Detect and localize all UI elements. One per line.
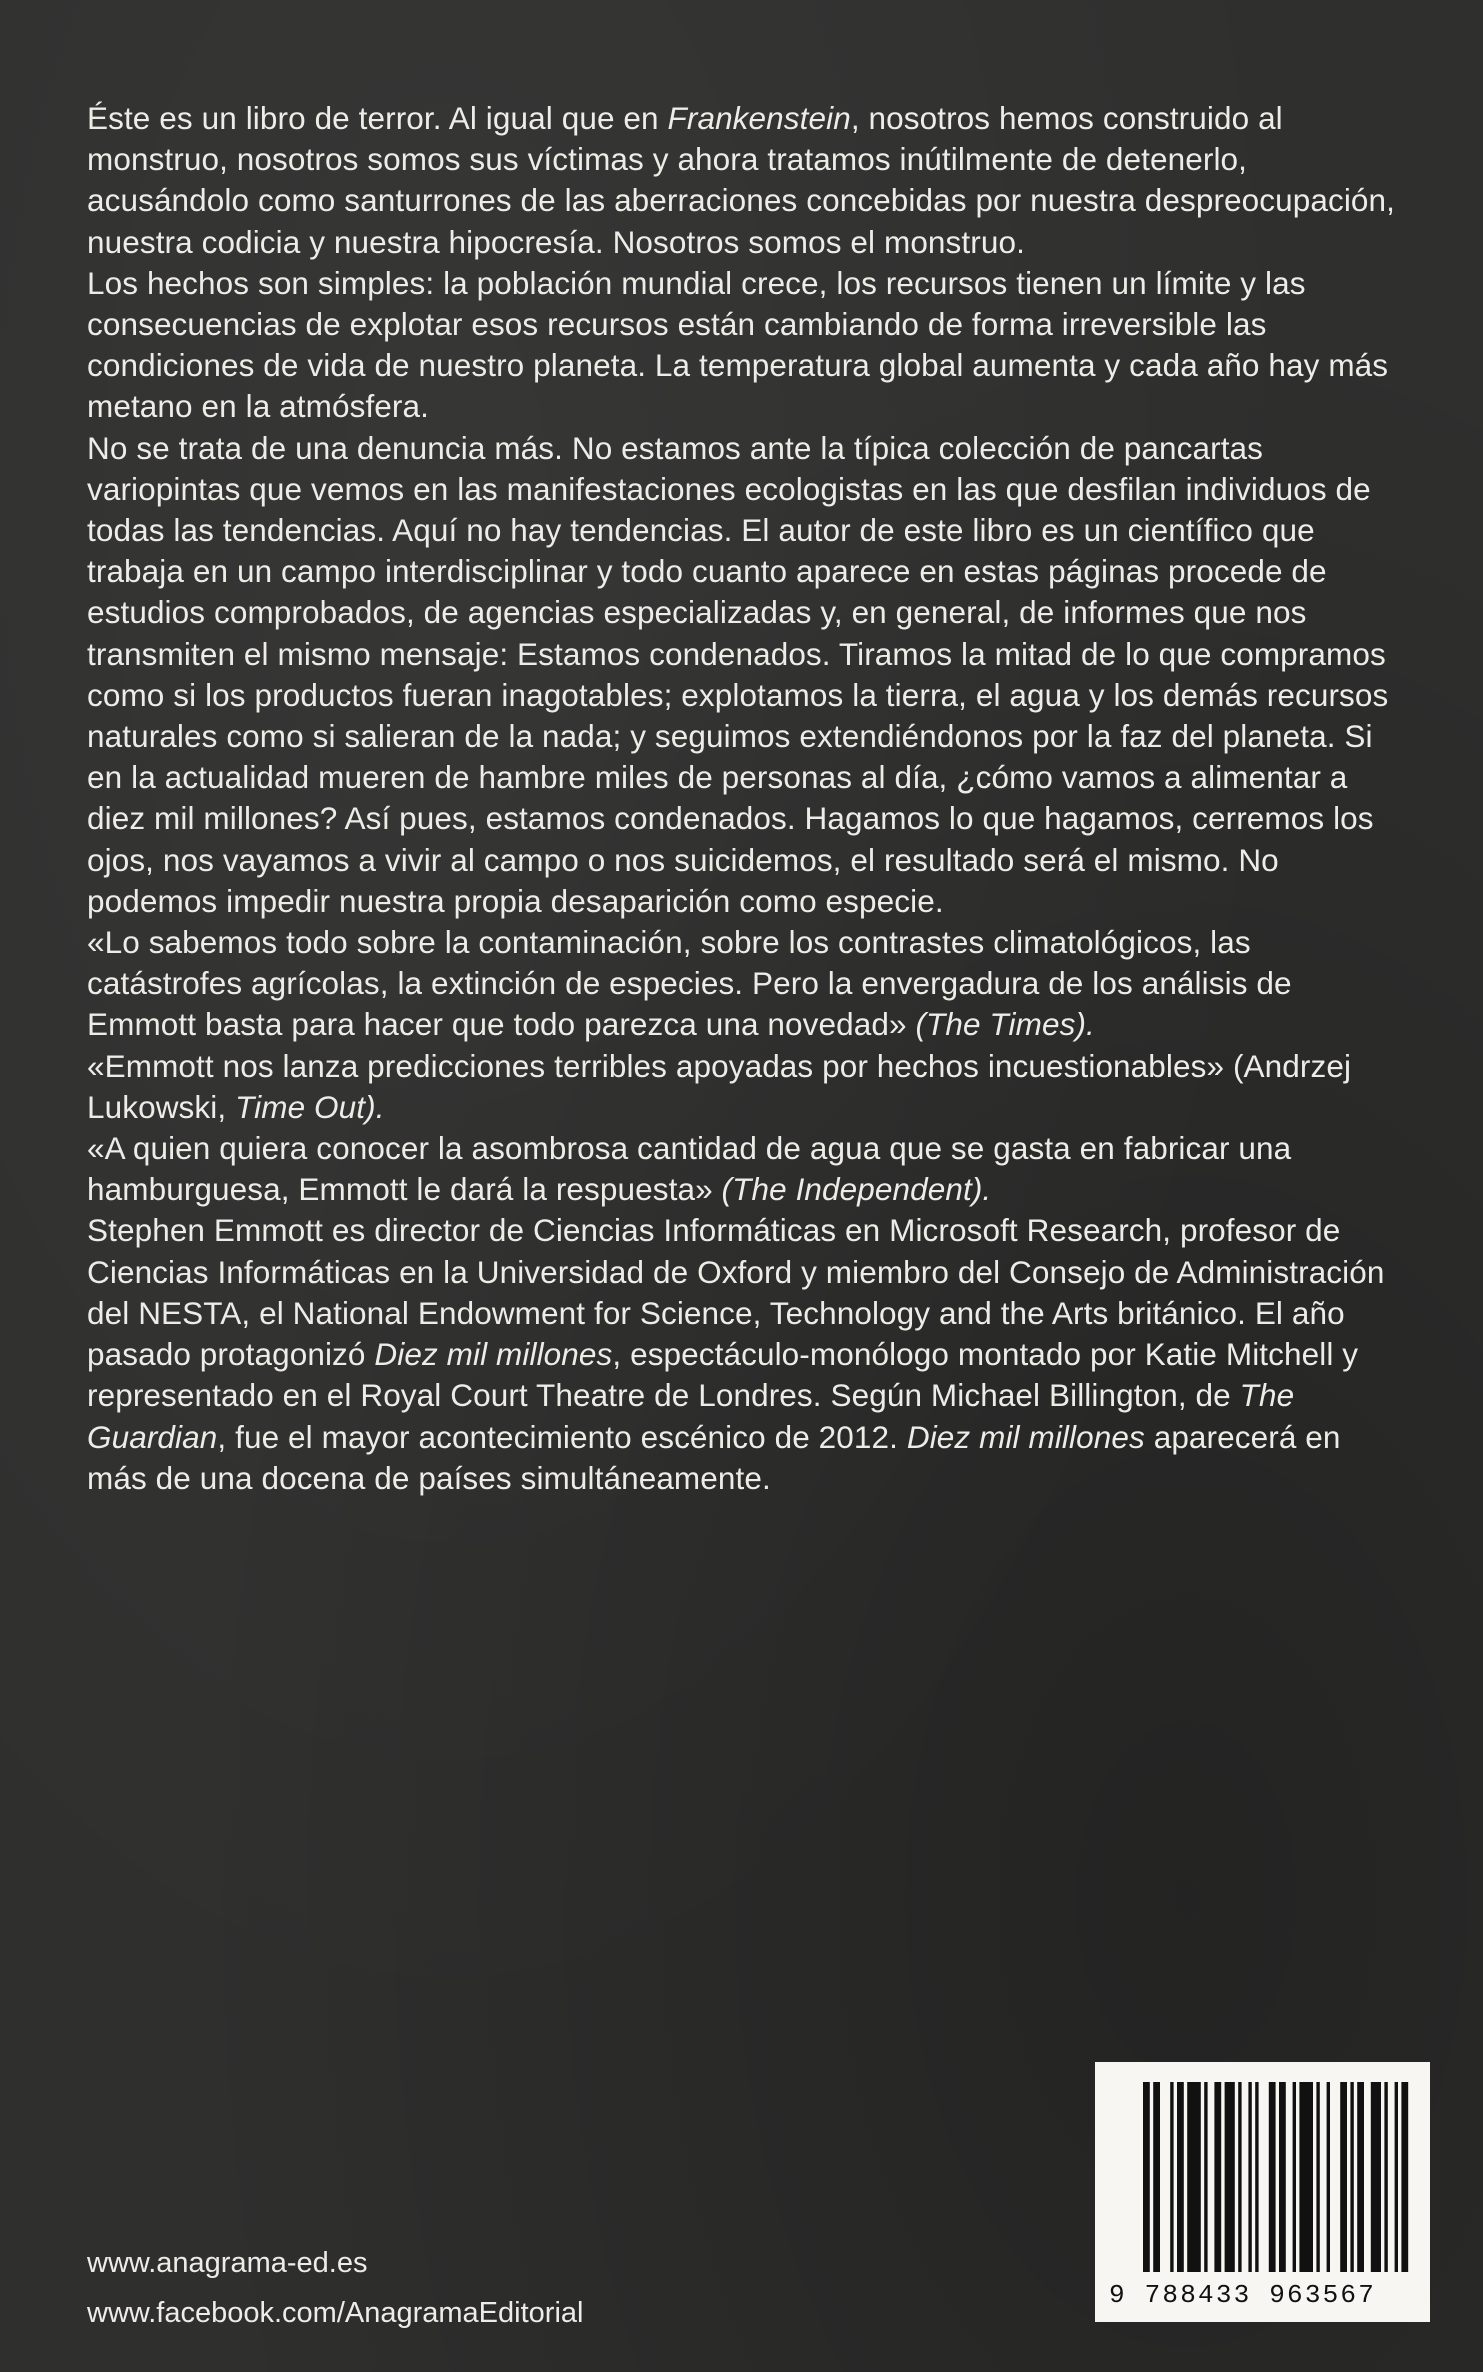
barcode-bar [1357, 2082, 1364, 2272]
barcode-bar [1371, 2082, 1381, 2272]
book-title-reference: Frankenstein [667, 100, 851, 136]
barcode-bar [1204, 2082, 1207, 2272]
review-quote-times: «Lo sabemos todo sobre la contaminación, sobre los contrastes climatológicos, las catástrofes agrícolas, la extinción de especies. Pero la envergadura de los análisis de Emmott basta para hacer que todo parezca una novedad» (The Times). [87, 924, 1292, 1043]
barcode-bar [1316, 2082, 1319, 2272]
barcode-bar [1214, 2082, 1221, 2272]
barcode-bar [1255, 2082, 1258, 2272]
facts-paragraph: Los hechos son simples: la población mundial crece, los recursos tienen un límite y las consecuencias de explotar esos recursos están cambiando de forma irreversible las condiciones de vida de nuestro planeta. La temperatura global aumenta y cada año hay más metano en la atmósfera. [87, 264, 1389, 425]
quote-source: (The Independent). [721, 1171, 992, 1208]
barcode-bar [1279, 2082, 1286, 2272]
barcode-bar [1350, 2082, 1353, 2272]
barcode-bar [1187, 2082, 1201, 2272]
barcode-bar [1327, 2082, 1330, 2272]
argument-paragraph: No se trata de una denuncia más. No estamos ante la típica colección de pancartas variopintas que vemos en las manifestaciones ecologistas en las que desfilan individuos de todas las tendencias. Aquí no hay tendencias. El autor de este libro es un científico que trabaja en un campo interdisciplinar y todo cuanto aparece en estas páginas procede de estudios comprobados, de agencias especializadas y, en general, de informes que nos transmiten el mismo mensaje: Estamos condenados. Tiramos la mitad de lo que compramos como si los productos fueran inagotables; explotamos la tierra, el agua y los demás recursos naturales como si salieran de la nada; y seguimos extendiéndonos por la faz del planeta. Si en la actualidad mueren de hambre miles de personas al día, ¿cómo vamos a alimentar a diez mil millones? Así pues, estamos condenados. Hagamos lo que hagamos, cerremos los ojos, nos vayamos a vivir al campo o nos suicidemos, el resultado será el mismo. No podemos impedir nuestra propia desaparición como especie. [87, 429, 1389, 919]
barcode [1095, 2062, 1430, 2322]
author-bio: Stephen Emmott es director de Ciencias Informáticas en Microsoft Research, profesor de Ciencias Informáticas en la Universidad de Oxford y miembro del Consejo de Administración del NESTA, el National Endowment for Science, Technology and the Arts británico. El año pasado protagonizó Diez mil millones, espectáculo-monólogo montado por Katie Mitchell y representado en el Royal Court Theatre de Londres. Según Michael Billington, de The Guardian, fue el mayor acontecimiento escénico de 2012. Diez mil millones aparecerá en más de una docena de países simultáneamente. [87, 1212, 1385, 1496]
back-cover-blurb [87, 98, 1407, 1499]
barcode-bar [1238, 2082, 1241, 2272]
barcode-bar [1269, 2082, 1276, 2272]
quote-source: (The Times). [915, 1006, 1095, 1043]
barcode-bar [1177, 2082, 1184, 2272]
publisher-facebook: www.facebook.com/AnagramaEditorial [87, 2297, 584, 2329]
barcode-bar [1299, 2082, 1313, 2272]
barcode-bar [1143, 2082, 1150, 2272]
publisher-website: www.anagrama-ed.es [87, 2247, 368, 2279]
barcode-bar [1395, 2082, 1398, 2272]
barcode-bar [1248, 2082, 1251, 2272]
barcode-bar [1401, 2082, 1408, 2272]
review-quote-independent: «A quien quiera conocer la asombrosa cantidad de agua que se gasta en fabricar una hamburguesa, Emmott le dará la respuesta» (The Independent). [87, 1130, 1292, 1208]
barcode-bar [1225, 2082, 1235, 2272]
barcode-bar [1293, 2082, 1296, 2272]
review-quote-timeout: «Emmott nos lanza predicciones terribles apoyadas por hechos incuestionables» (Andrzej Lukowski, Time Out). [87, 1047, 1352, 1125]
publisher-links [87, 2238, 583, 2338]
barcode-bar [1170, 2082, 1173, 2272]
intro-paragraph: Éste es un libro de terror. Al igual que en Frankenstein, nosotros hemos construido al monstruo, nosotros somos sus víctimas y ahora tratamos inútilmente de detenerlo, acusándolo como santurrones de las aberraciones concebidas por nuestra despreocupación, nuestra codicia y nuestra hipocresía. Nosotros somos el monstruo. [87, 100, 1396, 260]
barcode-bar [1340, 2082, 1347, 2272]
quote-source: Time Out). [235, 1088, 385, 1125]
isbn-digits: 9 788433 963567 [1109, 2280, 1377, 2310]
barcode-bar [1153, 2082, 1160, 2272]
barcode-bar [1384, 2082, 1387, 2272]
